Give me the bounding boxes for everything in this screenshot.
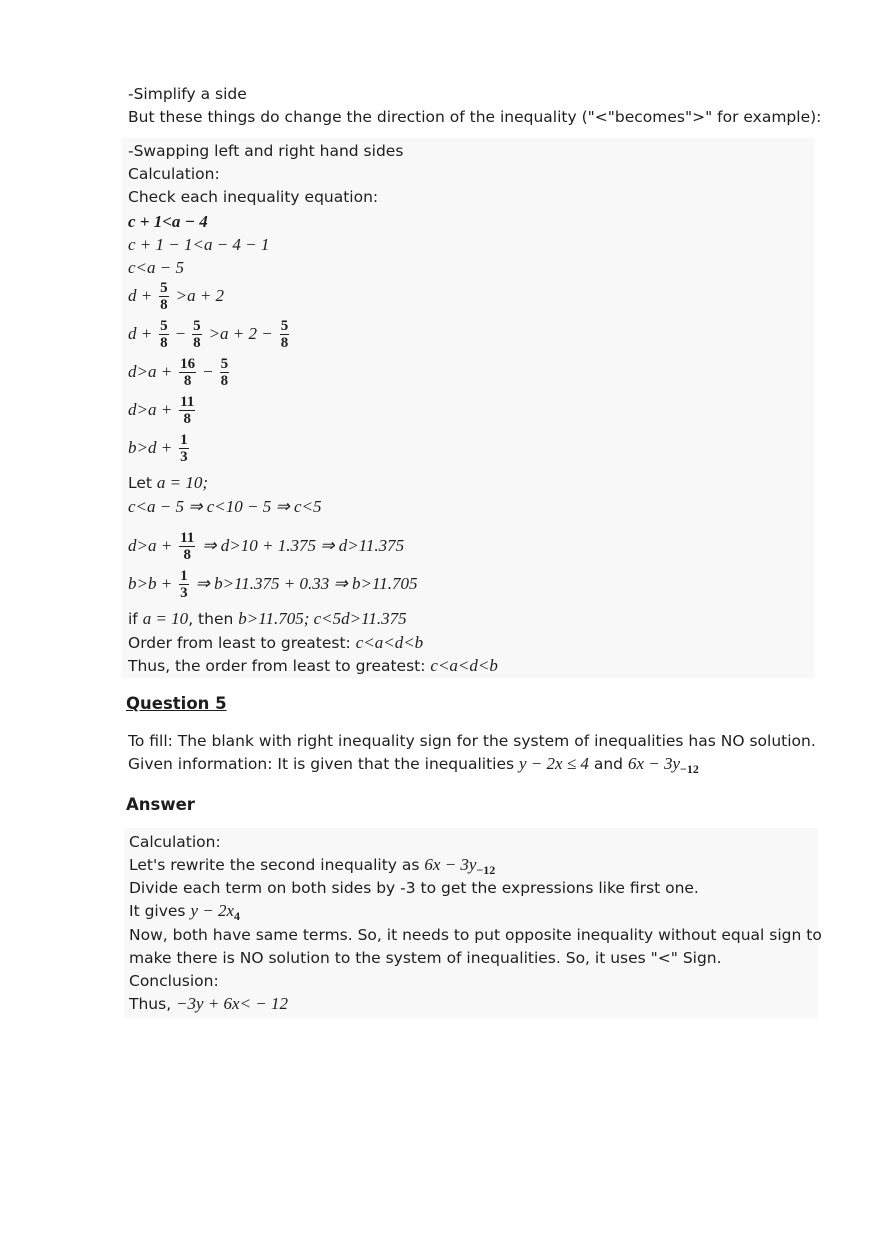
fraction: $\frac{5}{8}$ bbox=[193, 318, 201, 351]
intro-line-3: -Swapping left and right hand sides bbox=[128, 142, 404, 160]
fraction: $\frac{5}{8}$ bbox=[280, 318, 289, 351]
question-5-heading: Question 5 bbox=[126, 694, 227, 713]
equation-5: d + $\frac{5}{8}$ − $\frac{5}{8}$ >a + 2 − $\frac{5}{8}$ bbox=[128, 318, 289, 351]
equation-9: c<a − 5 ⇒ c<10 − 5 ⇒ c<5 bbox=[128, 497, 322, 516]
order-line: Order from least to greatest: c<a<d<b bbox=[128, 633, 424, 652]
question-5-given: Given information: It is given that the inequalities y − 2x ≤ 4 and $6x - 3y_{-12}$ bbox=[128, 754, 699, 776]
intro-line-4: Calculation: bbox=[128, 165, 220, 183]
equation-10: d>a + $\frac{11}{8}$ ⇒ d>10 + 1.375 ⇒ d>11.375 bbox=[128, 530, 405, 563]
equation-2: c + 1 − 1<a − 4 − 1 bbox=[128, 235, 270, 254]
fraction: $\frac{1}{3}$ bbox=[180, 568, 188, 601]
fraction: $\frac{1}{3}$ bbox=[180, 432, 188, 465]
question-5-fill: To fill: The blank with right inequality sign for the system of inequalities has NO solution. bbox=[128, 732, 816, 750]
fraction: $\frac{5}{8}$ bbox=[160, 318, 168, 351]
answer-line-5: Now, both have same terms. So, it needs to put opposite inequality without equal sign to bbox=[129, 926, 822, 944]
intro-line-2: But these things do change the direction of the inequality ("<"becomes">" for example): bbox=[128, 108, 822, 126]
answer-line-3: Divide each term on both sides by -3 to get the expressions like first one. bbox=[129, 879, 699, 897]
fraction: $\frac{11}{8}$ bbox=[180, 530, 195, 563]
equation-3: c<a − 5 bbox=[128, 258, 184, 277]
answer-line-6: make there is NO solution to the system of inequalities. So, it uses "<" Sign. bbox=[129, 949, 722, 967]
answer-line-2: Let's rewrite the second inequality as $6x - 3y_{-12}$ bbox=[129, 855, 496, 877]
let-line: Let a = 10; bbox=[128, 473, 209, 492]
answer-line-1: Calculation: bbox=[129, 833, 221, 851]
fraction: $\frac{5}{8}$ bbox=[220, 356, 229, 389]
answer-line-8: Thus, −3y + 6x< − 12 bbox=[129, 994, 289, 1013]
equation-1: c + 1<a − 4 bbox=[128, 212, 208, 231]
intro-line-1: -Simplify a side bbox=[128, 85, 247, 103]
equation-4: d + $\frac{5}{8}$ >a + 2 bbox=[128, 280, 225, 313]
if-line: if a = 10, then b>11.705; c<5d>11.375 bbox=[128, 609, 407, 628]
fraction: $\frac{5}{8}$ bbox=[160, 280, 168, 313]
fraction: $\frac{11}{8}$ bbox=[180, 394, 195, 427]
answer-line-4: It gives $y - 2x_4$ bbox=[129, 901, 240, 923]
equation-8: b>d + $\frac{1}{3}$ bbox=[128, 432, 188, 465]
answer-line-7: Conclusion: bbox=[129, 972, 219, 990]
equation-11: b>b + $\frac{1}{3}$ ⇒ b>11.375 + 0.33 ⇒ b>11.705 bbox=[128, 568, 418, 601]
intro-line-5: Check each inequality equation: bbox=[128, 188, 379, 206]
thus-order-line: Thus, the order from least to greatest: c<a<d<b bbox=[128, 656, 498, 675]
fraction: $\frac{16}{8}$ bbox=[180, 356, 196, 389]
equation-7: d>a + $\frac{11}{8}$ bbox=[128, 394, 195, 427]
equation-6: d>a + $\frac{16}{8}$ − $\frac{5}{8}$ bbox=[128, 356, 229, 389]
answer-heading: Answer bbox=[126, 795, 195, 814]
